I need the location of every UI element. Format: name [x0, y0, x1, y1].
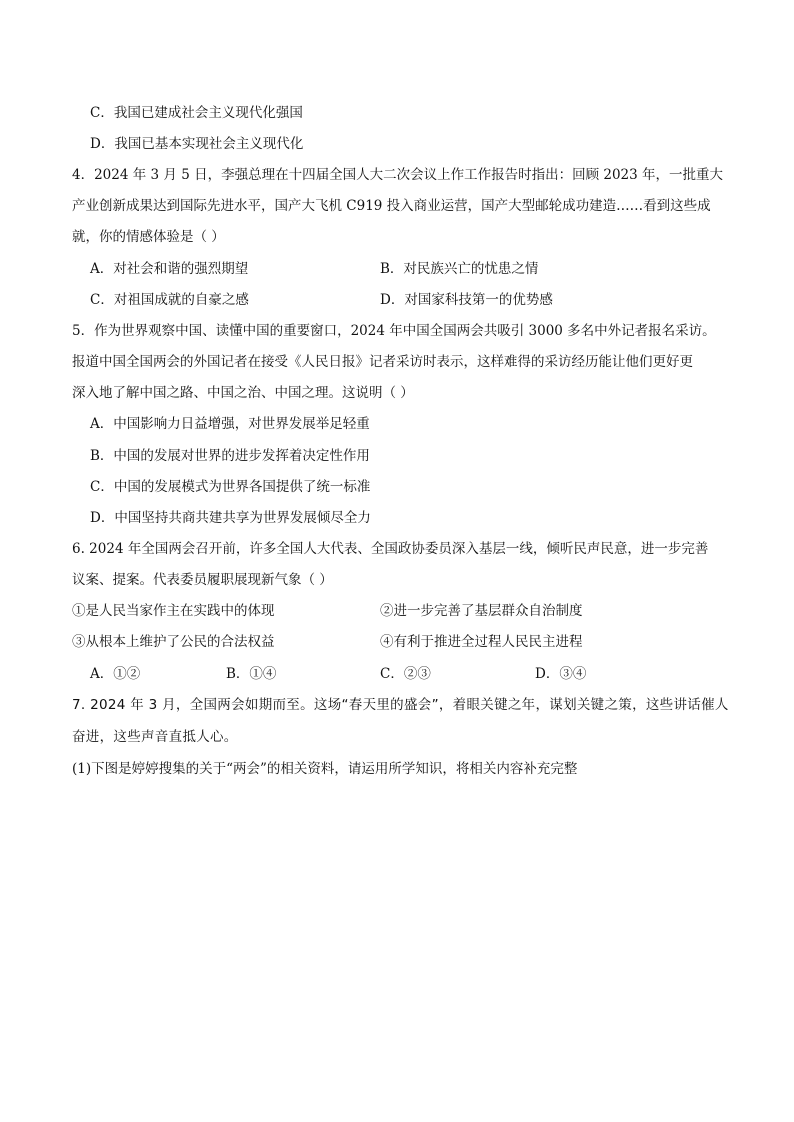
q4-option-c: C．对祖国成就的自豪之感: [90, 292, 249, 308]
q7-subquestion-1: (1)下图是婷婷搜集的关于“两会”的相关资料，请运用所学知识，将相关内容补充完整: [72, 761, 578, 777]
q5-stem-line-3: 深入地了解中国之路、中国之治、中国之理。这说明（ ）: [72, 385, 414, 401]
q4-stem-line-2: 产业创新成果达到国际先进水平，国产大飞机 C919 投入商业运营，国产大型邮轮成功建造……看到这些成: [72, 198, 711, 214]
q4-option-d: D．对国家科技第一的优势感: [380, 292, 553, 308]
q6-stem-line-2: 议案、提案。代表委员履职展现新气象（ ）: [72, 572, 333, 588]
q4-stem-line-1: 4．2024 年 3 月 5 日，李强总理在十四届全国人大二次会议上作工作报告时指出：回顾 2023 年，一批重大: [72, 167, 724, 183]
q3-option-c: C．我国已建成社会主义现代化强国: [90, 105, 303, 121]
q5-option-c: C．中国的发展模式为世界各国提供了统一标准: [90, 479, 371, 495]
q3-option-d: D．我国已基本实现社会主义现代化: [90, 136, 304, 152]
q7-stem-line-2: 奋进，这些声音直抵人心。: [72, 729, 238, 745]
q5-stem-line-1: 5．作为世界观察中国、读懂中国的重要窗口，2024 年中国全国两会共吸引 3000 多名中外记者报名采访。: [72, 323, 716, 339]
q6-option-c: C．②③: [380, 666, 431, 682]
q6-statement-2: ②进一步完善了基层群众自治制度: [380, 603, 583, 619]
q5-stem-line-2: 报道中国全国两会的外国记者在接受《人民日报》记者采访时表示，这样难得的采访经历能让他们更好更: [72, 354, 693, 370]
q6-option-d: D．③④: [535, 666, 587, 682]
q6-option-b: B．①④: [226, 666, 277, 682]
q4-option-a: A．对社会和谐的强烈期望: [90, 261, 249, 277]
q6-statement-1: ①是人民当家作主在实践中的体现: [72, 603, 275, 619]
q6-option-a: A．①②: [90, 666, 141, 682]
q6-statement-3: ③从根本上维护了公民的合法权益: [72, 634, 275, 650]
q5-option-b: B．中国的发展对世界的进步发挥着决定性作用: [90, 448, 370, 464]
q6-statement-4: ④有利于推进全过程人民民主进程: [380, 634, 583, 650]
q5-option-a: A．中国影响力日益增强，对世界发展举足轻重: [90, 416, 370, 432]
q7-stem-line-1: 7. 2024 年 3 月，全国两会如期而至。这场“春天里的盛会”，着眼关键之年，谋划关键之策，这些讲话催人: [72, 697, 729, 713]
q6-stem-line-1: 6. 2024 年全国两会召开前，许多全国人大代表、全国政协委员深入基层一线，倾听民声民意，进一步完善: [72, 541, 709, 557]
q4-stem-line-3: 就，你的情感体验是（ ）: [72, 229, 225, 245]
q4-option-b: B．对民族兴亡的忧患之情: [380, 261, 539, 277]
q5-option-d: D．中国坚持共商共建共享为世界发展倾尽全力: [90, 510, 371, 526]
